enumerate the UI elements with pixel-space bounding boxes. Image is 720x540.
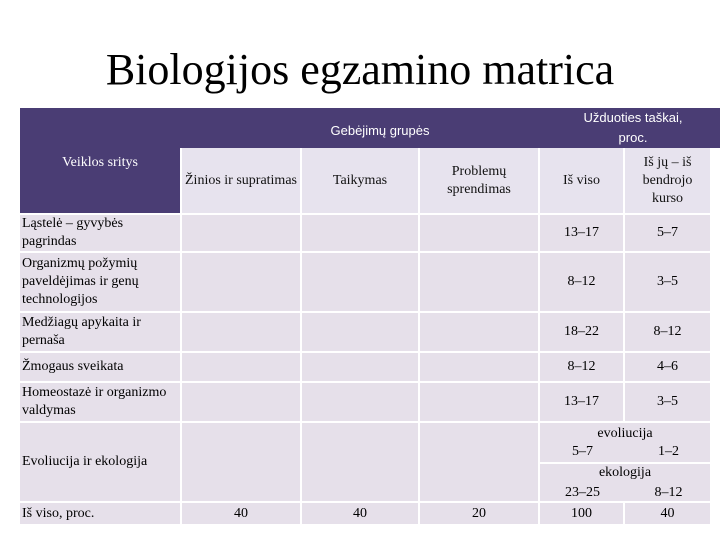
total-cell: 8–12 [538, 351, 623, 381]
general-cell: 3–5 [623, 381, 710, 421]
general-cell: 8–12 [623, 311, 710, 351]
knowledge-cell [180, 311, 300, 351]
row-name: Žmogaus sveikata [20, 351, 180, 381]
knowledge-header: Žinios ir supratimas [180, 148, 300, 213]
knowledge-cell [180, 351, 300, 381]
footer-total: 100 [538, 501, 623, 524]
evolution-general: 1–2 [658, 444, 679, 459]
evolution-ecology-split-cell [538, 421, 710, 501]
ecology-total: 23–25 [565, 485, 600, 500]
knowledge-cell [180, 213, 300, 251]
application-cell [300, 311, 418, 351]
general-cell: 3–5 [623, 251, 710, 311]
total-cell: 13–17 [538, 213, 623, 251]
footer-label: Iš viso, proc. [20, 501, 180, 524]
application-cell [300, 381, 418, 421]
footer-problem-solving: 20 [418, 501, 538, 524]
total-cell: 8–12 [538, 251, 623, 311]
general-cell: 4–6 [623, 351, 710, 381]
problem-solving-cell [418, 351, 538, 381]
problem-solving-cell [418, 311, 538, 351]
evolution-total: 5–7 [572, 444, 593, 459]
task-points-header: Užduoties taškai, proc. [538, 108, 720, 148]
ecology-label: ekologija [598, 465, 652, 480]
application-cell [300, 213, 418, 251]
row-name: Evoliucija ir ekologija [20, 421, 180, 501]
application-cell [300, 351, 418, 381]
knowledge-cell [180, 381, 300, 421]
footer-knowledge: 40 [180, 501, 300, 524]
problem-solving-header: Problemų sprendimas [418, 148, 538, 213]
problem-solving-cell [418, 421, 538, 501]
slide-title: Biologijos egzamino matrica [105, 45, 615, 94]
row-name: Organizmų požymių paveldėjimas ir genų technologijos [20, 251, 180, 311]
footer-application: 40 [300, 501, 418, 524]
activity-areas-header: Veiklos sritys [20, 148, 180, 213]
ecology-general: 8–12 [654, 485, 683, 500]
general-cell: 5–7 [623, 213, 710, 251]
application-cell [300, 421, 418, 501]
problem-solving-cell [418, 251, 538, 311]
row-name: Medžiagų apykaita ir pernaša [20, 311, 180, 351]
knowledge-cell [180, 251, 300, 311]
row-name: Homeostazė ir organizmo valdymas [20, 381, 180, 421]
application-cell [300, 251, 418, 311]
footer-general: 40 [623, 501, 710, 524]
total-cell: 13–17 [538, 381, 623, 421]
knowledge-cell [180, 421, 300, 501]
problem-solving-cell [418, 213, 538, 251]
total-cell: 18–22 [538, 311, 623, 351]
exam-matrix-table [20, 108, 710, 524]
general-course-header: Iš jų – iš bendrojo kurso [623, 148, 710, 213]
ability-groups-header: Gebėjimų grupės [180, 116, 580, 146]
application-header: Taikymas [300, 148, 418, 213]
evolution-label: evoliucija [597, 426, 653, 441]
row-name: Ląstelė – gyvybės pagrindas [20, 213, 180, 251]
problem-solving-cell [418, 381, 538, 421]
total-header: Iš viso [538, 148, 623, 213]
